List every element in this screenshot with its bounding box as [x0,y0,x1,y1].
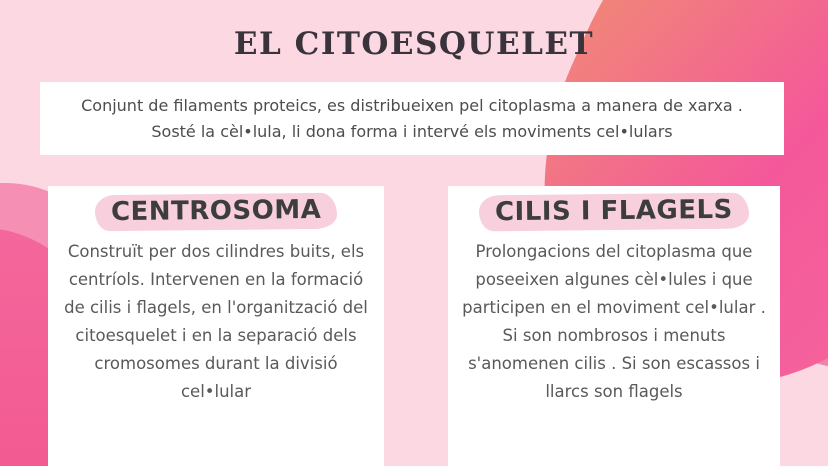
card-centrosoma-title [62,194,370,230]
page-title: EL CITOESQUELET [233,26,595,62]
card-cilis-flagels [448,186,780,466]
intro-box [40,82,784,155]
card-cilis-flagels-body: Prolongacions del citoplasma que poseeixen algunes cèl•lules i que participen en el moviment cel•lular . Si son nombrosos i menuts s'anomenen cilis . Si son escassos i llarcs son flagels [462,242,766,401]
intro-text: Conjunt de filaments proteics, es distribueixen pel citoplasma a manera de xarxa . Sosté la cèl•lula, li dona forma i intervé els moviments cel•lulars [81,95,743,141]
card-cilis-flagels-title-highlight: CILIS I FLAGELS [479,193,749,232]
card-centrosoma-title-highlight: CENTROSOMA [95,193,338,232]
card-centrosoma-body: Construït per dos cilindres buits, els centríols. Intervenen en la formació de cilis i flagels, en l'organització del citoesquelet i en la separació dels cromosomes durant la divisió cel•lular [64,242,368,401]
card-cilis-flagels-title [462,194,766,230]
card-centrosoma [48,186,384,466]
